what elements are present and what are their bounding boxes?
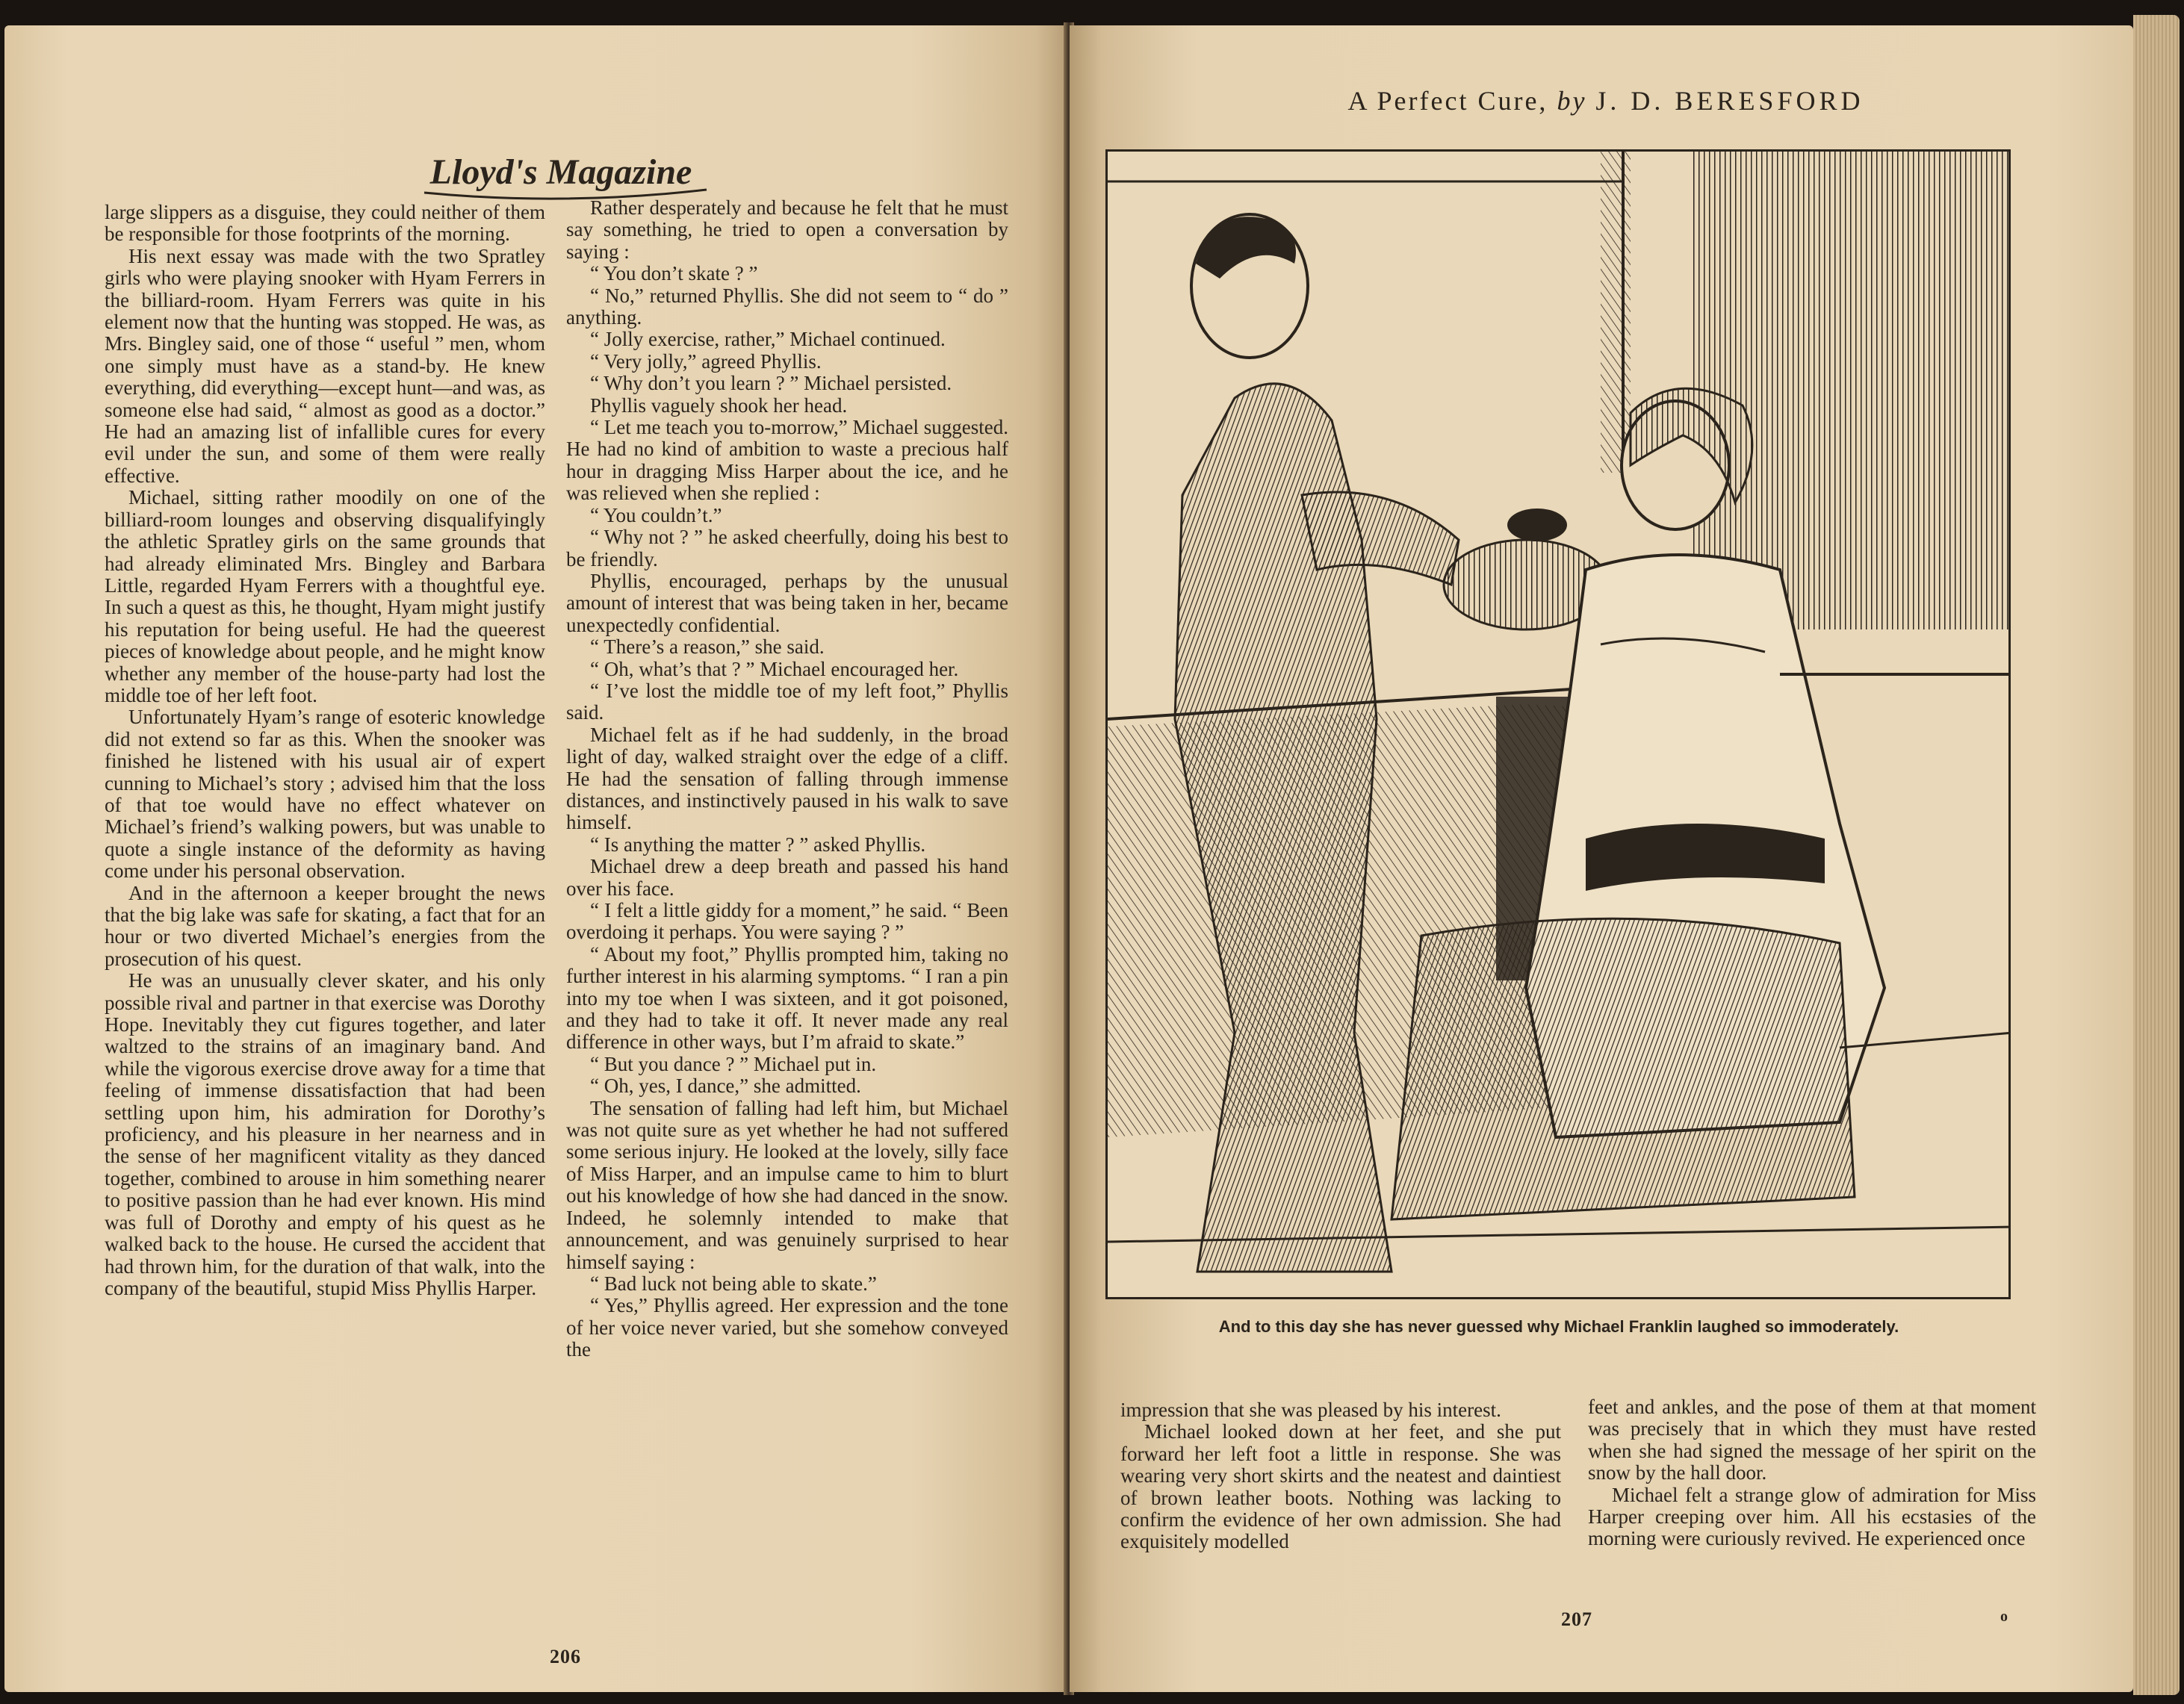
paragraph: “ Is anything the matter ? ” asked Phyllis.: [590, 833, 926, 856]
paragraph: “ Bad luck not being able to skate.”: [590, 1272, 877, 1295]
paragraph: “ There’s a reason,” she said.: [590, 635, 825, 659]
left-column-1: [105, 202, 545, 1299]
paragraph: Michael looked down at her feet, and she put forward her left foot a little in response. She was wearing very short skirts and the neatest and daintiest of brown leather boots. Nothing was lacking to confirm the evidence of her own admission. She had exquisitely modelled: [1120, 1420, 1561, 1553]
page-number-206: 206: [550, 1646, 581, 1667]
paragraph: impression that she was pleased by his interest.: [1120, 1399, 1501, 1421]
signature-mark: o: [2000, 1608, 2008, 1625]
masthead-logo: [408, 137, 722, 205]
paragraph: “ Why not ? ” he asked cheerfully, doing his best to be friendly.: [566, 526, 1008, 570]
author-name: J. D. BERESFORD: [1595, 86, 1864, 116]
paragraph: He was an unusually clever skater, and his only possible rival and partner in that exercise was Dorothy Hope. Inevitably they cut figures together, and later waltzed to the strains of an imaginary band. And while the vigorous exercise drove away for a time that feeling of immense dissatisfaction that had been settling upon him, his admiration for Dorothy’s proficiency, and his pleasure in her nearness and in the sense of her magnificent vitality as they danced together, combined to arouse in him something nearer to positive passion than he had ever known. His mind was full of Dorothy and empty of his quest as he walked back to the house. He cursed the accident that had thrown him, for the duration of that walk, into the company of the beautiful, stupid Miss Phyllis Harper.: [105, 969, 545, 1299]
paragraph: feet and ankles, and the pose of them at that moment was precisely that in which they must have rested when she had signed the message of her spirit on the snow by the hall door.: [1588, 1396, 2036, 1484]
paragraph: And in the afternoon a keeper brought the news that the big lake was safe for skating, a fact that for an hour or two diverted Michael’s energies from the prosecution of his quest.: [105, 881, 545, 970]
paragraph: “ Jolly exercise, rather,” Michael continued.: [590, 328, 946, 351]
paragraph: “ Very jolly,” agreed Phyllis.: [590, 349, 822, 373]
paragraph: “ You don’t skate ? ”: [590, 262, 758, 285]
masthead: [408, 137, 722, 205]
page-edges: [2133, 15, 2180, 1695]
paragraph: “ About my foot,” Phyllis prompted him, taking no further interest in his alarming symptoms. “ I ran a pin into my toe when I was sixteen, and it got poisoned, and they had to take it off. It never made any real difference in other ways, but I’m afraid to skate.”: [566, 942, 1008, 1054]
paragraph: Michael felt as if he had suddenly, in the broad light of day, walked straight over the edge of a cliff. He had the sensation of falling through immense distances, and instinctively paused in his walk to save himself.: [566, 723, 1008, 834]
right-column-1: [1120, 1399, 1561, 1553]
paragraph: Rather desperately and because he felt that he must say something, he tried to open a conversation by saying :: [566, 196, 1008, 263]
right-page: [1070, 25, 2133, 1692]
paragraph: Phyllis vaguely shook her head.: [590, 394, 848, 417]
paragraph: The sensation of falling had left him, but Michael was not quite sure as yet whether he had not suffered some serious injury. He looked at the lovely, silly face of Miss Harper, and an impulse came to him to blurt out his knowledge of how she had danced in the snow. Indeed, he solemnly intended to make that announcement, and was genuinely surprised to hear himself saying :: [566, 1096, 1008, 1273]
paragraph: Michael drew a deep breath and passed his hand over his face.: [566, 855, 1008, 900]
paragraph: “ I’ve lost the middle toe of my left foot,” Phyllis said.: [566, 679, 1008, 724]
illustration: [1105, 149, 2011, 1299]
story-title: A Perfect Cure,: [1347, 86, 1548, 116]
left-page: [4, 25, 1068, 1692]
page-number-207: 207: [1561, 1608, 1592, 1630]
paragraph: “ Oh, yes, I dance,” she admitted.: [590, 1075, 861, 1098]
paragraph: Phyllis, encouraged, perhaps by the unusual amount of interest that was being taken in her, became unexpectedly confidential.: [566, 569, 1008, 636]
illustration-drawing: [1108, 152, 2011, 1299]
paragraph: “ You couldn’t.”: [590, 503, 722, 526]
paragraph: His next essay was made with the two Spratley girls who were playing snooker with Hyam Ferrers in the billiard-room. Hyam Ferrers was quite in his element now that the hunting was stopped. He was, as Mrs. Bingley said, one of those “ useful ” men, whom one simply must have as a stand-by. He knew everything, did everything—except hunt—and was, as someone else had said, “ almost as good as a doctor.” He had an amazing list of infallible cures for every evil under the sun, and some of them were really effective.: [105, 244, 545, 487]
paragraph: “ No,” returned Phyllis. She did not seem to “ do ” anything.: [566, 284, 1008, 329]
byline-by: by: [1557, 86, 1587, 116]
paragraph: “ Let me teach you to-morrow,” Michael suggested. He had no kind of ambition to waste a precious half hour in dragging Miss Harper about the ice, and he was relieved when she replied :: [566, 416, 1008, 505]
paragraph: “ Yes,” Phyllis agreed. Her expression and the tone of her voice never varied, but she somehow conveyed the: [566, 1294, 1008, 1361]
left-column-2: [566, 197, 1008, 1361]
paragraph: “ But you dance ? ” Michael put in.: [590, 1052, 877, 1075]
paragraph: “ Why don’t you learn ? ” Michael persisted.: [590, 372, 952, 395]
paragraph: Michael felt a strange glow of admiration for Miss Harper creeping over him. All his ecstasies of the morning were curiously revived. He experienced once: [1588, 1483, 2036, 1550]
paragraph: “ I felt a little giddy for a moment,” he said. “ Been overdoing it perhaps. You were saying ? ”: [566, 899, 1008, 944]
illustration-caption: And to this day she has never guessed why Michael Franklin laughed so immoderately.: [1218, 1317, 1899, 1336]
paragraph: Unfortunately Hyam’s range of esoteric knowledge did not extend so far as this. When the snooker was finished he listened with his usual air of expert cunning to Michael’s story ; advised him that the loss of that toe would have no effect whatever on Michael’s friend’s walking powers, but was unable to quote a single instance of the deformity as having come under his personal observation.: [105, 706, 545, 883]
paragraph: “ Oh, what’s that ? ” Michael encouraged her.: [590, 657, 959, 680]
running-head: [1255, 85, 1957, 116]
masthead-title: Lloyd's Magazine: [429, 152, 692, 192]
paragraph: Michael, sitting rather moodily on one of the billiard-room lounges and observing disqualifyingly the athletic Spratley girls on the same grounds that had already eliminated Mrs. Bingley and Barbara Little, regarded Hyam Ferrers with a thoughtful eye. In such a quest as this, he thought, Hyam might justify his reputation for being useful. He had the queerest pieces of knowledge about people, and he might know whether any member of the house-party had lost the middle toe of her left foot.: [105, 486, 545, 706]
paragraph: large slippers as a disguise, they could neither of them be responsible for those footprints of the morning.: [105, 201, 545, 246]
right-column-2: [1588, 1396, 2036, 1550]
